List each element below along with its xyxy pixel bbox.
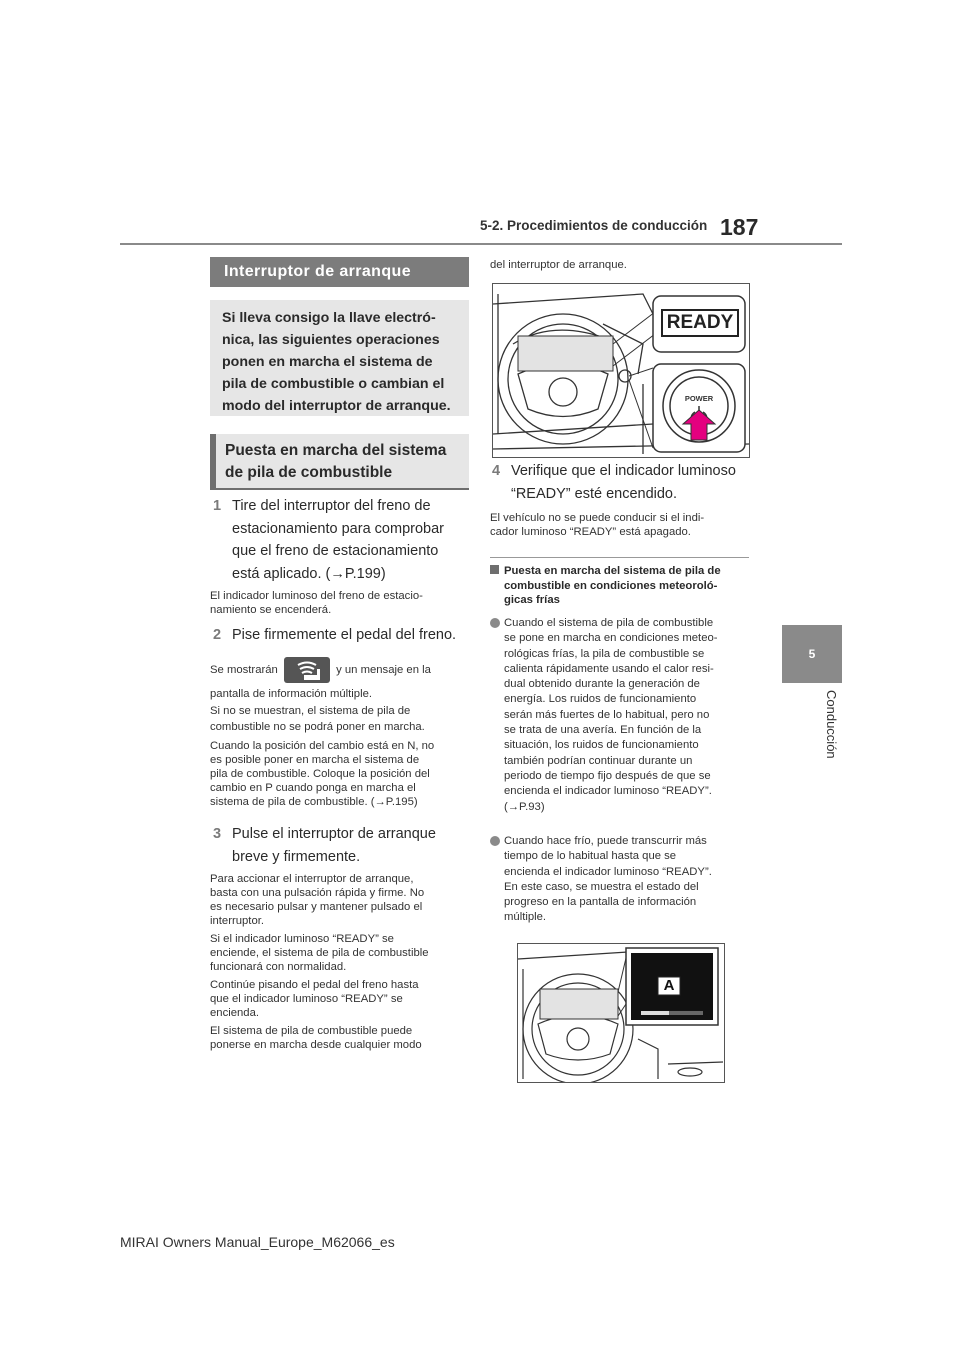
note-line: El indicador luminoso del freno de estacio- — [210, 590, 423, 602]
bullet-item — [490, 834, 752, 926]
section-title: 5-2. Procedimientos de conducción — [480, 218, 708, 233]
note-line: El vehículo no se puede conducir si el indi- — [490, 512, 705, 524]
note-paragraph — [210, 1024, 472, 1052]
note-line: Si no se muestran, el sistema de pila de — [210, 704, 411, 717]
bullet-line: encienda el indicador luminoso “READY”. — [504, 785, 712, 798]
heading-line: gicas frías — [504, 594, 560, 606]
step-line: está aplicado. (→P.199) — [232, 565, 386, 582]
heading-line: combustible en condiciones meteoroló- — [504, 579, 718, 592]
note-paragraph — [210, 932, 472, 974]
note-line: pila de combustible. Coloque la posición del — [210, 767, 430, 780]
note-line: Cuando la posición del cambio está en N, no — [210, 739, 435, 752]
note-line: cambio en P cuando ponga en marcha el — [210, 781, 416, 794]
power-button-label: POWER — [684, 394, 714, 403]
step-line: Tire del interruptor del freno de — [232, 498, 431, 514]
note-line: cador luminoso “READY” está apagado. — [490, 526, 691, 538]
bullet-line: rológicas frías, la pila de combustible se — [504, 647, 705, 660]
note-line: encienda. — [210, 1007, 259, 1019]
note-line: enciende, el sistema de pila de combustible — [210, 947, 429, 959]
note-line: Si el indicador luminoso “READY” se — [210, 933, 394, 945]
note-line: es posible poner en marcha el sistema de — [210, 753, 420, 766]
step-2 — [213, 624, 475, 647]
note-line: namiento se encenderá. — [210, 604, 332, 616]
step-line: Verifique que el indicador luminoso — [511, 463, 736, 479]
step-line: breve y firmemente. — [232, 848, 361, 865]
bullet-line: tiempo de lo habitual hasta que se — [504, 850, 677, 863]
note-line: interruptor. — [210, 915, 265, 927]
intro-line: modo del interruptor de arranque. — [222, 398, 451, 414]
step-2-note — [210, 686, 472, 809]
intro-line: nica, las siguientes operaciones — [222, 332, 440, 348]
ready-indicator-label: READY — [666, 312, 734, 333]
step-number: 3 — [213, 826, 222, 842]
note-line: pantalla de información múltiple. — [210, 688, 373, 700]
intro-box — [210, 300, 469, 416]
bullet-dot-icon — [490, 618, 500, 628]
step-line: Pise firmemente el pedal del freno. — [232, 627, 457, 643]
step-4 — [492, 460, 754, 505]
intro-line: pila de combustible o cambian el — [222, 376, 445, 392]
note-line: ponerse en marcha desde cualquier modo — [210, 1039, 422, 1051]
page-number: 187 — [720, 214, 759, 240]
note-line: El sistema de pila de combustible puede — [210, 1025, 413, 1037]
figure-progress-display — [517, 943, 725, 1083]
step-line: estacionamiento para comprobar — [232, 520, 444, 537]
note-text: Se mostrarán — [210, 664, 278, 676]
bullet-line: serán más fuertes de lo habitual, pero no — [504, 708, 710, 721]
step-3-notes — [210, 872, 472, 1052]
bullet-line: encienda el indicador luminoso “READY”. — [504, 865, 712, 878]
cold-start-heading — [490, 564, 752, 608]
note-line: Continúe pisando el pedal del freno hasta — [210, 979, 419, 991]
callout-label: A — [663, 977, 675, 994]
bullet-line: dual obtenido durante la generación de — [504, 678, 700, 691]
note-line: combustible no se podrá poner en marcha. — [210, 721, 425, 733]
square-bullet-icon — [490, 565, 499, 574]
note-line: que el indicador luminoso “READY” se — [210, 993, 403, 1005]
bullet-line: (→P.93) — [504, 800, 545, 813]
note-paragraph — [210, 978, 472, 1020]
step-line: Pulse el interruptor de arranque — [232, 826, 436, 842]
bullet-line: energía. Los ruidos de funcionamiento — [504, 693, 697, 706]
step-number: 4 — [492, 463, 501, 479]
dashboard-display-illustration — [518, 944, 724, 1082]
step-number: 1 — [213, 498, 222, 514]
note-line: es necesario pulsar y mantener pulsado el — [210, 901, 423, 913]
step-1-note — [210, 589, 472, 617]
main-heading: Interruptor de arranque — [210, 257, 469, 287]
step-3 — [213, 823, 475, 868]
note-paragraph — [210, 872, 472, 928]
bullet-line: también podrían continuar durante un — [504, 754, 693, 767]
bullet-line: se pone en marcha en condiciones meteo- — [504, 632, 718, 645]
brake-warning-icon — [284, 657, 330, 683]
header-rule — [120, 243, 842, 245]
note-text: y un mensaje en la — [336, 664, 431, 676]
intro-line: ponen en marcha el sistema de — [222, 354, 433, 370]
sub-heading-rule — [210, 488, 469, 490]
chapter-tab: 5 — [782, 625, 842, 683]
heading-line: Puesta en marcha del sistema de pila de — [504, 565, 721, 577]
bullet-line: periodo de tiempo fijo después de que se — [504, 769, 711, 782]
bullet-line: calienta rápidamente usando el calor resi- — [504, 662, 714, 675]
footer-text: MIRAI Owners Manual_Europe_M62066_es — [120, 1234, 395, 1250]
bullet-line: situación, los ruidos de funcionamiento — [504, 739, 699, 752]
bullet-item — [490, 616, 752, 815]
sub-heading-line: Puesta en marcha del sistema — [225, 442, 447, 459]
step-line: “READY” esté encendido. — [511, 485, 678, 502]
step-1 — [213, 495, 473, 585]
section-rule — [490, 557, 749, 558]
bullet-line: En este caso, se muestra el estado del — [504, 880, 699, 893]
step-2-note-icon-line — [210, 656, 472, 684]
bullet-line: múltiple. — [504, 911, 547, 924]
bullet-line: Cuando hace frío, puede transcurrir más — [504, 835, 707, 847]
sub-heading-line: de pila de combustible — [225, 464, 393, 481]
note-line: basta con una pulsación rápida y firme. No — [210, 887, 425, 899]
step-line: que el freno de estacionamiento — [232, 543, 439, 559]
note-line: sistema de pila de combustible. (→P.195) — [210, 795, 418, 808]
chapter-title: Conducción — [824, 690, 839, 759]
figure-ready-power — [492, 283, 750, 458]
note-line: Para accionar el interruptor de arranque, — [210, 873, 414, 885]
bullet-line: progreso en la pantalla de información — [504, 896, 697, 909]
sub-heading — [210, 434, 469, 488]
step-number: 2 — [213, 627, 222, 643]
continuation-text: del interruptor de arranque. — [490, 259, 627, 271]
bullet-line: Cuando el sistema de pila de combustible — [504, 617, 714, 629]
bullet-line: se trata de una avería. En función de la — [504, 724, 702, 737]
note-line: funcionará con normalidad. — [210, 961, 347, 973]
intro-line: Si lleva consigo la llave electró- — [222, 310, 436, 326]
bullet-dot-icon — [490, 836, 500, 846]
step-4-note — [490, 511, 752, 539]
